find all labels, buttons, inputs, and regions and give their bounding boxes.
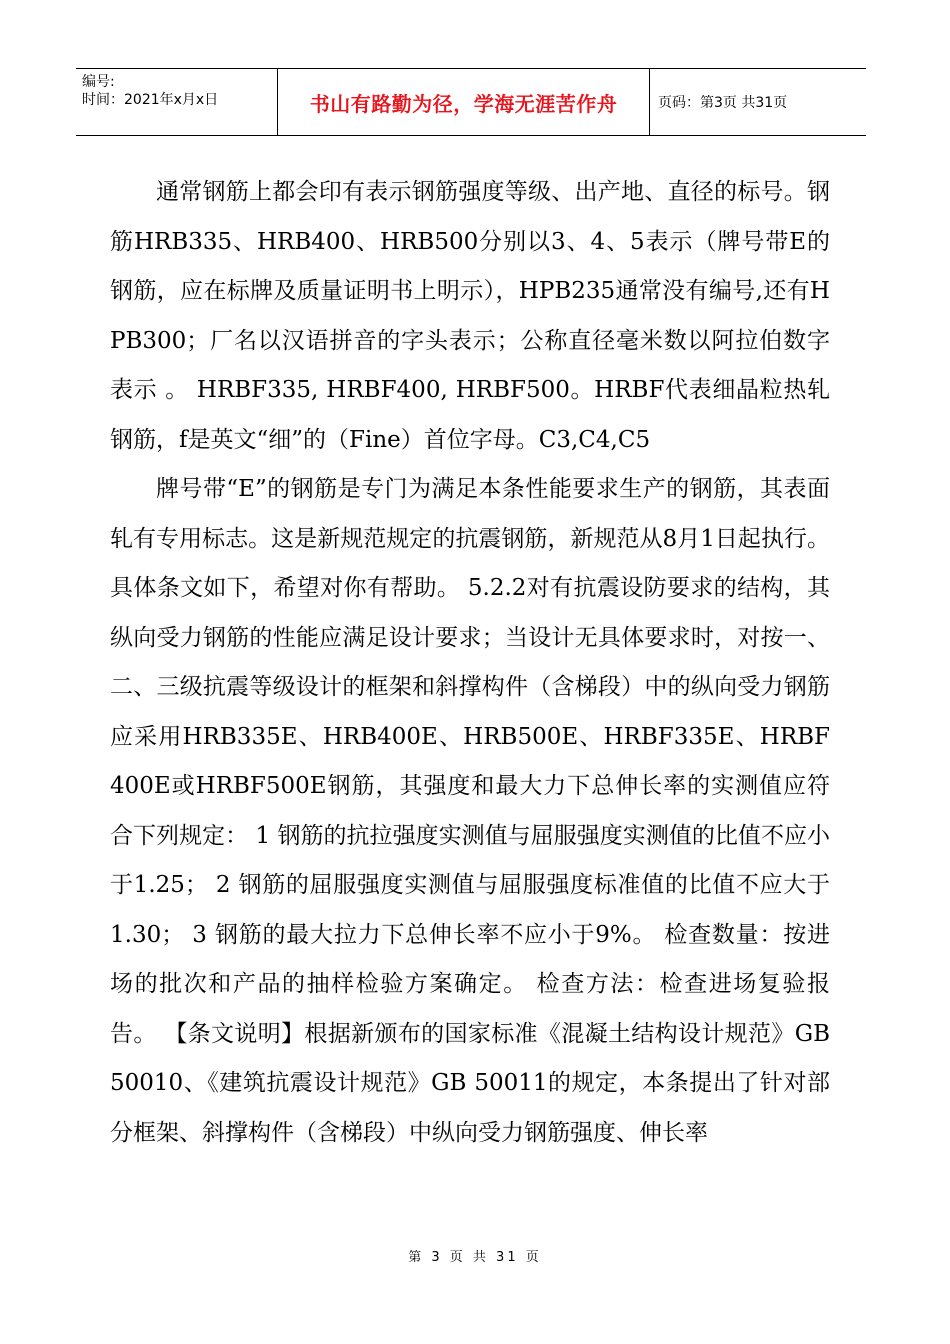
header-page-cell [650, 69, 866, 135]
footer-page-number: 第 3 页 共 31 页 [408, 1250, 542, 1265]
page-header [76, 68, 866, 136]
page-footer [0, 1246, 950, 1265]
header-meta-cell [76, 69, 278, 135]
header-motto: 书山有路勤为径，学海无涯苦作舟 [309, 91, 618, 116]
body-paragraph-1: 通常钢筋上都会印有表示钢筋强度等级、出产地、直径的标号。钢筋HRB335、HRB400、HRB500分别以3、4、5表示（牌号带E的钢筋，应在标牌及质量证明书上明示），HPB235通常没有编号,还有HPB300；厂名以汉语拼音的字头表示；公称直径毫米数以阿拉伯数字表示 。 HRBF335, HRBF400, HRBF500。HRBF代表细晶粒热轧钢筋，f是英文“细”的（Fine）首位字母。C3,C4,C5 [110, 179, 830, 453]
document-number-label: 编号: [82, 74, 115, 90]
body-paragraph-2: 牌号带“E”的钢筋是专门为满足本条性能要求生产的钢筋，其表面轧有专用标志。这是新规范规定的抗震钢筋，新规范从8月1日起执行。具体条文如下，希望对你有帮助。 5.2.2对有抗震设防要求的结构，其纵向受力钢筋的性能应满足设计要求；当设计无具体要求时，对按一、二、三级抗震等级设计的框架和斜撑构件（含梯段）中的纵向受力钢筋应采用HRB335E、HRB400E、HRB500E、HRBF335E、HRBF400E或HRBF500E钢筋，其强度和最大力下总伸长率的实测值应符合下列规定： 1 钢筋的抗拉强度实测值与屈服强度实测值的比值不应小于1.25； 2 钢筋的屈服强度实测值与屈服强度标准值的比值不应大于1.30； 3 钢筋的最大拉力下总伸长率不应小于9%。 检查数量：按进场的批次和产品的抽样检验方案确定。 检查方法：检查进场复验报告。 【条文说明】根据新颁布的国家标准《混凝土结构设计规范》GB 50010、《建筑抗震设计规范》GB 50011的规定，本条提出了针对部分框架、斜撑构件（含梯段）中纵向受力钢筋强度、伸长率 [110, 476, 830, 1146]
document-body [110, 168, 830, 1158]
header-page-number: 页码：第3页 共31页 [658, 95, 788, 111]
header-motto-cell [278, 69, 650, 135]
document-time-label: 时间：2021年x月x日 [82, 92, 219, 108]
